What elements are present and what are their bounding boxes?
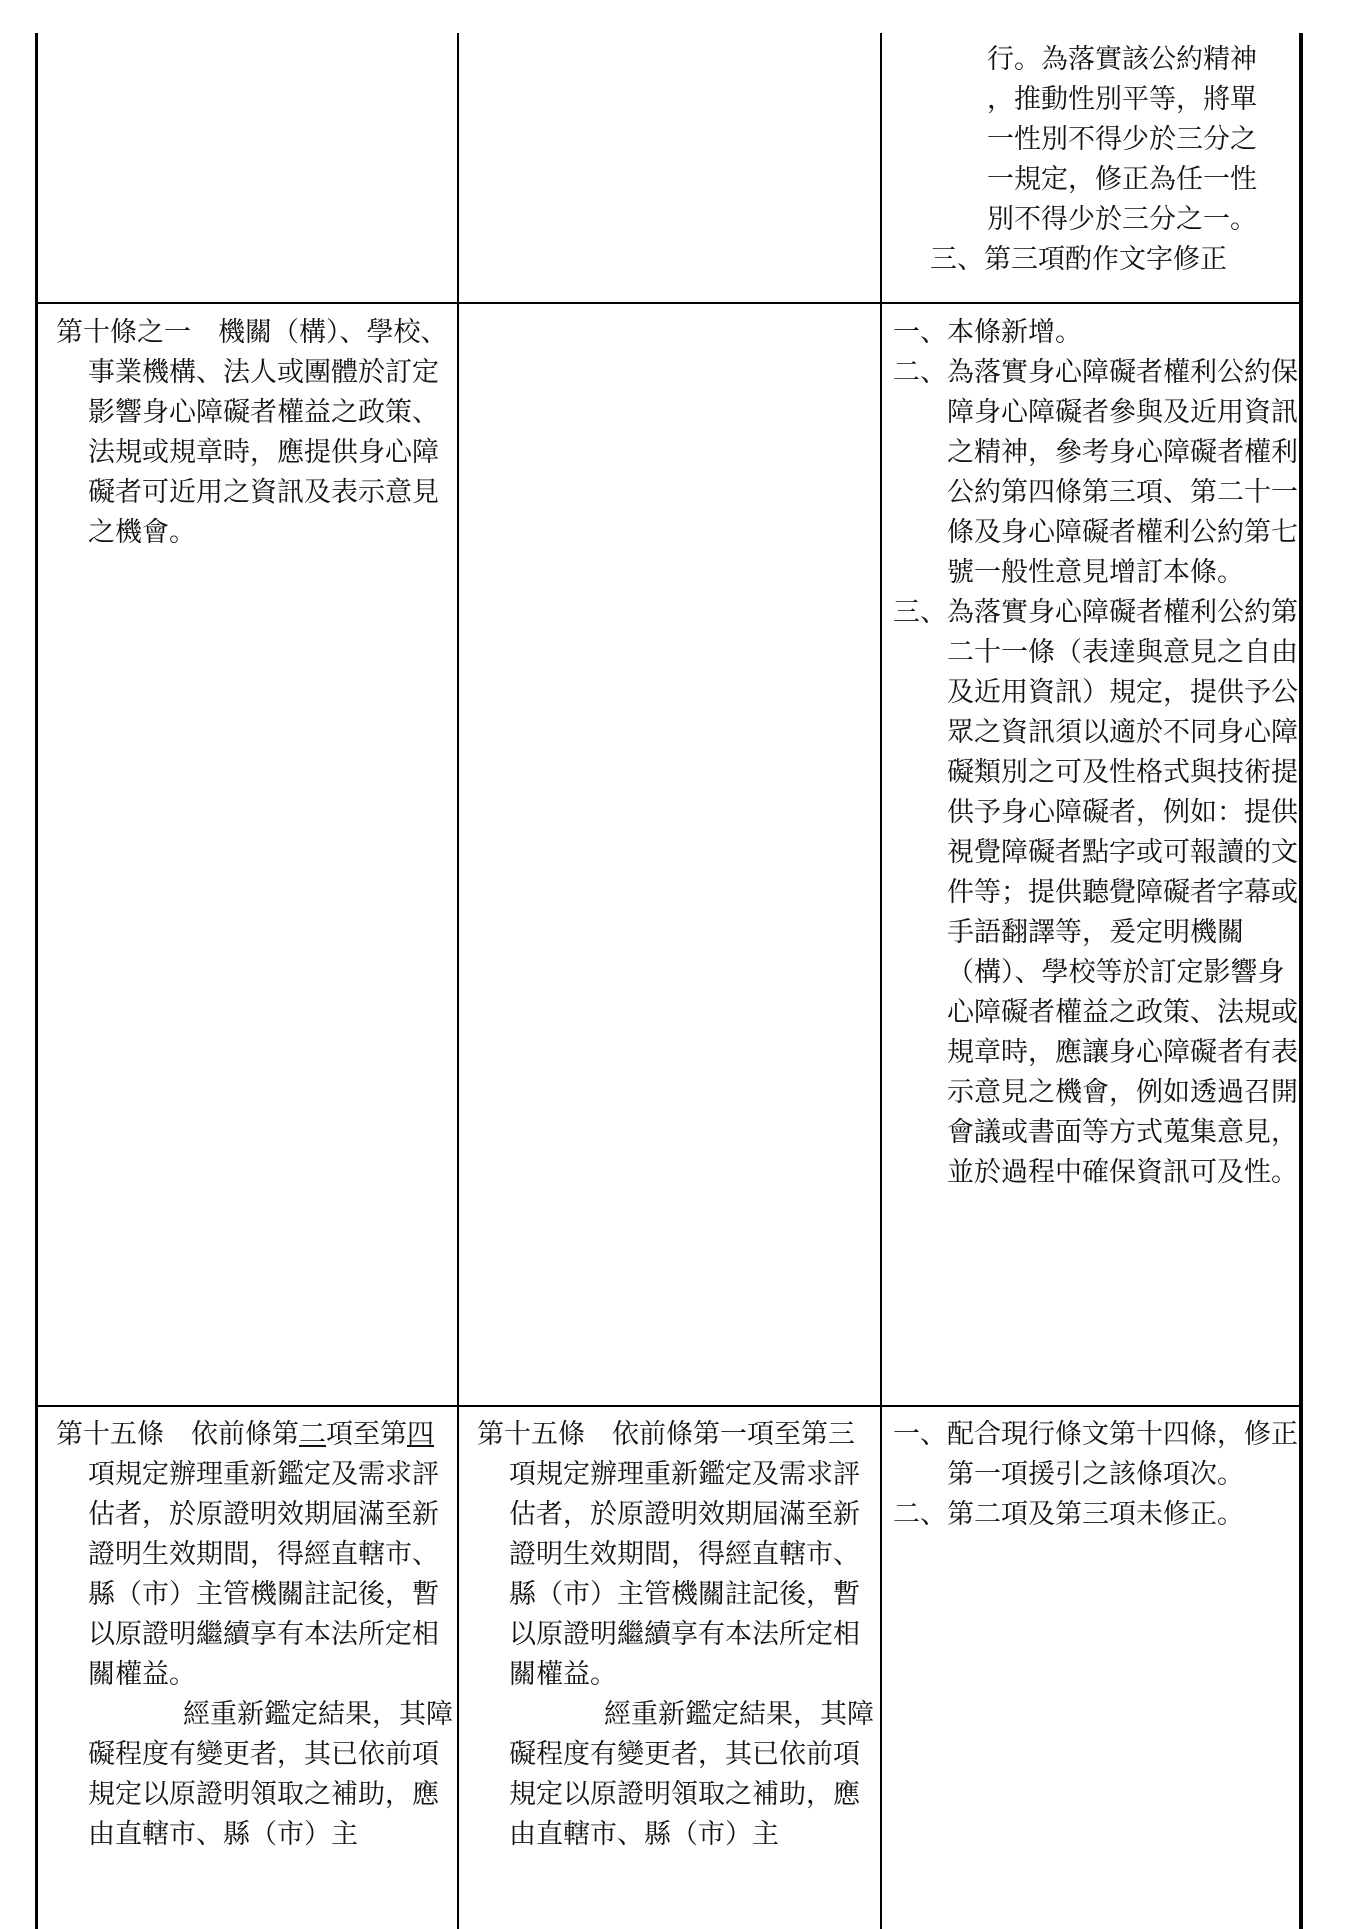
article-text-part: 第十五條 依前條第 bbox=[56, 1419, 299, 1450]
article-text-part: 經重新鑑定結果，其障礙程度有變更者，其已依前項規定以原證明領取之補助，應由直轄市、縣（市）主 bbox=[509, 1699, 874, 1850]
explanation-line: 別不得少於三分之一。 bbox=[987, 204, 1257, 235]
article-text-part: 經重新鑑定結果，其障礙程度有變更者，其已依前項規定以原證明領取之補助，應由直轄市、縣（市）主 bbox=[88, 1699, 453, 1850]
explanation-article-15 bbox=[893, 1415, 1298, 1535]
list-item-number: 三、 bbox=[893, 597, 947, 628]
amended-underline: 二 bbox=[299, 1419, 326, 1450]
amended-article-15 bbox=[56, 1415, 454, 1855]
explanation-item: 三、第三項酌作文字修正 bbox=[930, 244, 1227, 275]
list-item bbox=[893, 593, 1298, 1193]
row-divider-1 bbox=[35, 302, 1303, 304]
explanation-line: 行。為落實該公約精神 bbox=[987, 44, 1257, 75]
list-item bbox=[893, 353, 1298, 593]
amended-article-10-1 bbox=[56, 313, 454, 553]
article-text-part: 項至第 bbox=[326, 1419, 407, 1450]
current-article-15 bbox=[477, 1415, 877, 1855]
list-item-number: 一、 bbox=[893, 317, 947, 348]
list-item-text: 配合現行條文第十四條，修正第一項援引之該條項次。 bbox=[947, 1419, 1298, 1490]
article-text-part: 項規定辦理重新鑑定及需求評估者，於原證明效期屆滿至新證明生效期間，得經直轄市、縣（市）主管機關註記後，暫以原證明繼續享有本法所定相關權益。 bbox=[88, 1459, 439, 1690]
amended-underline: 四 bbox=[407, 1419, 434, 1450]
article-text bbox=[56, 1415, 454, 1695]
explanation-article-10-1 bbox=[893, 313, 1298, 1193]
article-text: 第十五條 依前條第一項至第三項規定辦理重新鑑定及需求評估者，於原證明效期屆滿至新證明生效期間，得經直轄市、縣（市）主管機關註記後，暫以原證明繼續享有本法所定相關權益。 bbox=[477, 1419, 860, 1690]
article-paragraph-2 bbox=[477, 1695, 877, 1855]
table-divider-1 bbox=[457, 33, 459, 1929]
article-paragraph-2 bbox=[56, 1695, 454, 1855]
list-item-number: 二、 bbox=[893, 357, 947, 388]
explanation-cell-continued bbox=[925, 40, 1297, 280]
list-item bbox=[893, 313, 1298, 353]
table-divider-2 bbox=[880, 33, 882, 1929]
list-item bbox=[893, 1495, 1298, 1535]
list-item-number: 一、 bbox=[893, 1419, 947, 1450]
list-item-text: 第二項及第三項未修正。 bbox=[947, 1499, 1244, 1530]
explanation-line: 一性別不得少於三分之 bbox=[987, 124, 1257, 155]
row-divider-2 bbox=[35, 1405, 1303, 1407]
explanation-line: 一規定，修正為任一性 bbox=[987, 164, 1257, 195]
list-item-text: 為落實身心障礙者權利公約第二十一條（表達與意見之自由及近用資訊）規定，提供予公眾之資訊須以適於不同身心障礙類別之可及性格式與技術提供予身心障礙者，例如：提供視覺障礙者點字或可報讀的文件等；提供聽覺障礙者字幕或手語翻譯等，爰定明機關（構）、學校等於訂定影響身心障礙者權益之政策、法規或規章時，應讓身心障礙者有表示意見之機會，例如透過召開會議或書面等方式蒐集意見，並於過程中確保資訊可及性。 bbox=[947, 597, 1298, 1188]
list-item-number: 二、 bbox=[893, 1499, 947, 1530]
article-text: 第十條之一 機關（構）、學校、事業機構、法人或團體於訂定影響身心障礙者權益之政策、法規或規章時，應提供身心障礙者可近用之資訊及表示意見之機會。 bbox=[56, 317, 448, 548]
list-item bbox=[893, 1415, 1298, 1495]
table-border-right bbox=[1299, 33, 1303, 1929]
list-item-text: 本條新增。 bbox=[947, 317, 1082, 348]
table-border-left bbox=[35, 33, 38, 1929]
explanation-line: ，推動性別平等，將單 bbox=[987, 84, 1257, 115]
list-item-text: 為落實身心障礙者權利公約保障身心障礙者參與及近用資訊之精神，參考身心障礙者權利公約第四條第三項、第二十一條及身心障礙者權利公約第七號一般性意見增訂本條。 bbox=[947, 357, 1298, 588]
